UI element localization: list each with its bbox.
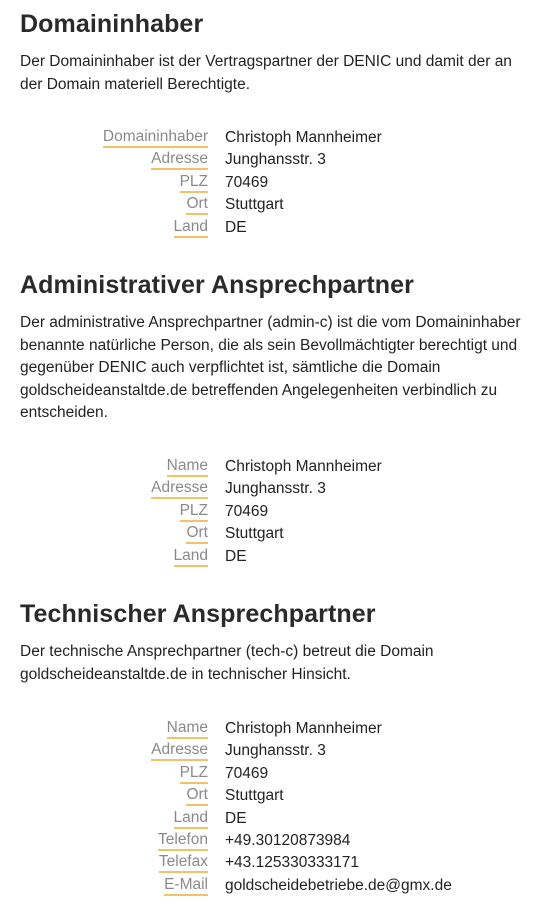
admin-section [20,270,530,425]
admin-row-adresse [0,478,537,500]
owner-row-land [0,217,537,239]
tech-label-ort: Ort [186,786,208,806]
owner-row-ort [0,194,537,216]
admin-description: Der administrative Ansprechpartner (admin-c) ist die vom Domaininhaber benannte natürliche Person, die als sein Bevollmächtigter berechtigt und gegenüber DENIC auch verpflichtet ist, sämtliche die Domain goldscheideanstaltde.de betreffenden Angelegenheiten verbindlich zu entscheiden. [20,314,521,421]
owner-value-adresse: Junghansstr. 3 [225,151,326,169]
owner-label-ort: Ort [186,195,208,215]
tech-row-telefon [0,830,537,852]
owner-heading: Domaininhaber [20,10,204,38]
owner-value-land: DE [225,218,247,236]
admin-value-land: DE [225,547,247,565]
owner-row-domaininhaber [0,127,537,149]
owner-label-adresse: Adresse [151,150,208,170]
admin-value-plz: 70469 [225,502,269,520]
admin-value-ort: Stuttgart [225,525,284,543]
tech-row-ort [0,785,537,807]
owner-description: Der Domaininhaber ist der Vertragspartner der DENIC und damit der an der Domain materiell Berechtigte. [20,53,512,93]
admin-details [0,456,537,568]
owner-row-plz [0,172,537,194]
tech-label-adresse: Adresse [151,741,208,761]
owner-value-domaininhaber: Christoph Mannheimer [225,129,382,146]
owner-row-adresse [0,149,537,171]
admin-value-name: Christoph Mannheimer [225,458,382,475]
admin-row-land [0,546,537,568]
owner-details [0,127,537,239]
owner-value-plz: 70469 [225,173,269,191]
tech-label-name: Name [167,719,208,739]
tech-value-land: DE [225,809,247,827]
tech-details [0,718,537,897]
owner-label-plz: PLZ [180,173,208,193]
owner-value-ort: Stuttgart [225,196,284,214]
admin-value-adresse: Junghansstr. 3 [225,480,326,498]
admin-row-ort [0,523,537,545]
tech-row-adresse [0,740,537,762]
owner-label-domaininhaber: Domaininhaber [103,128,208,148]
tech-label-email: E-Mail [164,876,208,896]
tech-row-telefax [0,852,537,874]
tech-value-ort: Stuttgart [225,787,284,805]
admin-heading: Administrativer Ansprechpartner [20,271,414,299]
tech-row-name [0,718,537,740]
admin-label-plz: PLZ [180,502,208,522]
tech-label-land: Land [174,809,208,829]
tech-section [20,599,530,686]
admin-row-name [0,456,537,478]
tech-label-telefax: Telefax [159,853,208,873]
tech-heading: Technischer Ansprechpartner [20,600,376,628]
tech-value-telefon: +49.30120873984 [225,831,351,849]
tech-value-email: goldscheidebetriebe.de@gmx.de [225,876,452,894]
owner-section [20,9,530,96]
admin-label-name: Name [167,457,208,477]
tech-value-telefax: +43.125330333171 [225,854,360,872]
admin-label-land: Land [174,547,208,567]
tech-value-name: Christoph Mannheimer [225,720,382,737]
admin-row-plz [0,501,537,523]
tech-value-adresse: Junghansstr. 3 [225,742,326,760]
tech-value-plz: 70469 [225,764,269,782]
admin-label-adresse: Adresse [151,479,208,499]
tech-label-plz: PLZ [180,764,208,784]
tech-description: Der technische Ansprechpartner (tech-c) betreut die Domain goldscheideanstaltde.de in technischer Hinsicht. [20,643,434,683]
admin-label-ort: Ort [186,524,208,544]
tech-row-email [0,875,537,897]
tech-row-plz [0,763,537,785]
tech-label-telefon: Telefon [158,831,208,851]
tech-row-land [0,808,537,830]
owner-label-land: Land [174,218,208,238]
